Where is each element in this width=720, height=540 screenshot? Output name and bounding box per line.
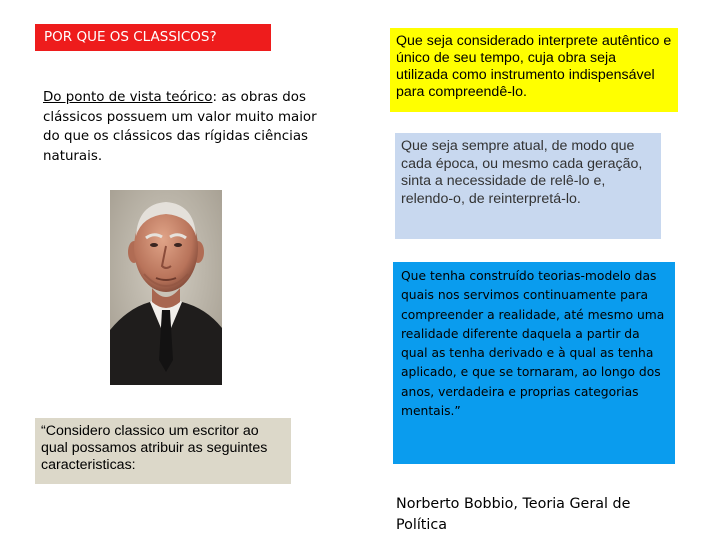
theory-text: : as obras dos clássicos possuem um valor muito maior do que os clássicos das rígidas ciências naturais.	[43, 90, 317, 164]
slide-title: POR QUE OS CLASSICOS?	[35, 24, 271, 51]
theory-lead: Do ponto de vista teórico	[43, 90, 213, 105]
portrait-photo	[110, 190, 222, 385]
characteristic-3-box: Que tenha construído teorias-modelo das quais nos servimos continuamente para compreender a realidade, até mesmo uma realidade diferente daquela a partir da qual as tenha derivado e à qual as tenha aplicado, e que se tornaram, ao longo dos anos, verdadeira e proprias categorias mentais.”	[393, 262, 675, 464]
characteristic-1-box: Que seja considerado interprete autêntico e único de seu tempo, cuja obra seja utilizada como instrumento indispensável para compreendê-lo.	[390, 28, 678, 112]
characteristic-2-box: Que seja sempre atual, de modo que cada época, ou mesmo cada geração, sinta a necessidade de relê-lo e, relendo-o, de reinterpretá-lo.	[395, 133, 661, 239]
portrait-illustration	[110, 190, 222, 385]
theory-paragraph	[43, 88, 323, 166]
quote-intro-box: “Considero classico um escritor ao qual possamos atribuir as seguintes caracteristicas:	[35, 418, 291, 484]
citation: Norberto Bobbio, Teoria Geral de Política	[396, 496, 631, 533]
